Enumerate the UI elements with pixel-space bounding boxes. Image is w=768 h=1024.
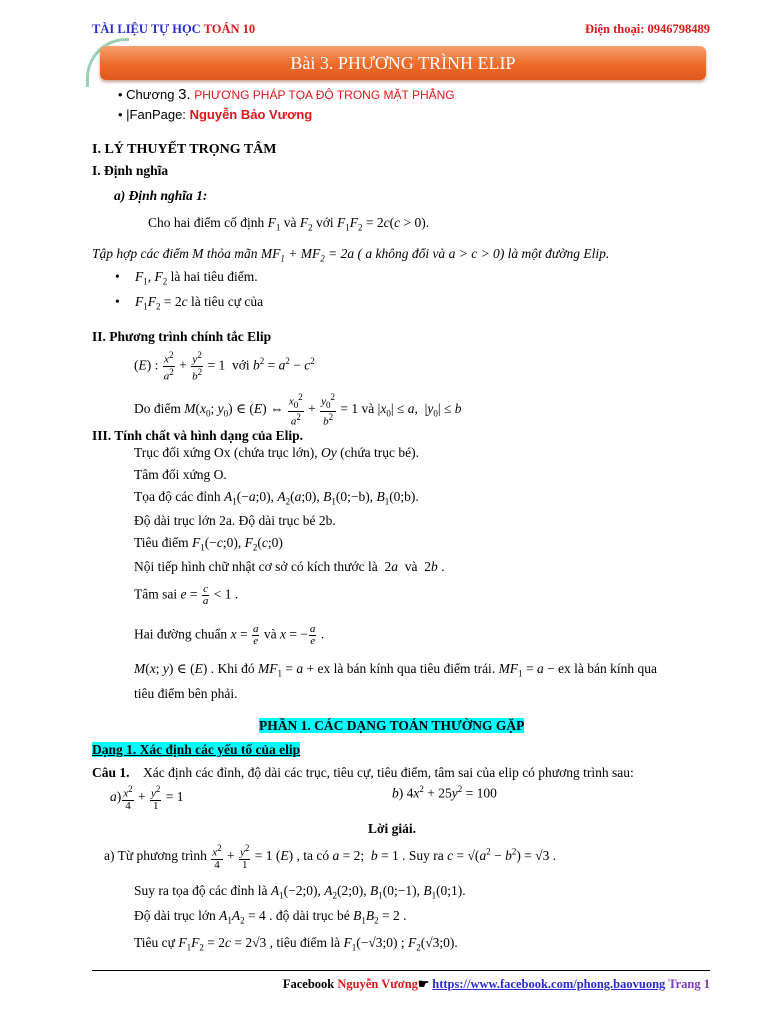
solution-label: Lời giải. xyxy=(368,821,416,836)
point-condition: Do điểm $M(x_0$; $y_0$) ∈ (E) ⇔ $\frac{x_0^2}{a^2}$ + $\frac{y_0^2}{b^2}$ = 1 và $|x_0| \le a$, $|y_0| \le b$ xyxy=(134,392,462,428)
definition-line: Cho hai điểm cố định $F_1$ và $F_2$ với $F_1F_2 = 2c(c > 0)$. xyxy=(148,215,430,233)
property-vertices: Tọa độ các đỉnh $A_1(-a;0)$, $A_2(a;0)$, $B_1(0;-b)$, $B_1(0;b)$. xyxy=(134,489,419,507)
question-1-part-b: b) $4x^2 + 25y^2 = 100$ xyxy=(392,784,497,801)
section-heading-1: I. LÝ THUYẾT TRỌNG TÂM xyxy=(92,142,277,157)
part-heading: PHẦN 1. CÁC DẠNG TOÁN THƯỜNG GẶP xyxy=(259,718,525,733)
property-eccentricity: Tâm sai e = $\frac{c}{a}$ < 1 . xyxy=(134,583,239,607)
solution-a-foci: Tiêu cự $F_1F_2 = 2c = 2√3$ , tiêu điểm là $F_1(-√3;0)$ ; $F_2(√3;0)$. xyxy=(134,935,458,953)
type-heading: Dạng 1. Xác định các yếu tố của elip xyxy=(92,742,301,757)
section-heading-3: III. Tính chất và hình dạng của Elip. xyxy=(92,428,303,443)
solution-a-line1: a) Từ phương trình $\frac{x^2}{4}$ + $\frac{y^2}{1}$ = 1 (E) , ta có a = 2; b = 1 . Suy ra $c = √(a^2 - b^2) = √3$ . xyxy=(104,843,557,871)
property-rectangle: Nội tiếp hình chữ nhật cơ sở có kích thước là 2a và 2b . xyxy=(134,559,445,574)
footer: Facebook Nguyễn Vương☛ https://www.facebook.com/phong.baovuong Trang 1 xyxy=(282,977,710,991)
solution-a-vertices: Suy ra tọa độ các đỉnh là $A_1(-2;0)$, $A_2(2;0)$, $B_1(0;-1)$, $B_1(0;1)$. xyxy=(134,883,466,901)
section-heading-2: II. Phương trình chính tắc Elip xyxy=(92,329,272,344)
property-symmetry-center: Tâm đối xứng O. xyxy=(134,467,227,482)
question-1-part-a: a) $\frac{x^2}{4}$ + $\frac{y^2}{1}$ = 1 xyxy=(110,784,184,812)
definition-label: a) Định nghĩa 1: xyxy=(114,188,208,203)
header-left: TÀI LIỆU TỰ HỌC TOÁN 10 xyxy=(92,22,256,36)
property-focal-radius-cont: tiêu điểm bên phải. xyxy=(134,686,238,701)
subheading-definition: I. Định nghĩa xyxy=(92,163,169,178)
fanpage-line: • |FanPage: Nguyễn Bảo Vương xyxy=(118,107,313,122)
footer-divider xyxy=(92,970,710,971)
canonical-equation: (E) : $\frac{x^2}{a^2}$ + $\frac{y^2}{b^2}$ = 1 với $b^2 = a^2 - c^2$ xyxy=(134,350,315,383)
question-1: Câu 1. Xác định các đỉnh, độ dài các trục, tiêu cự, tiêu điểm, tâm sai của elip có phương trình sau: xyxy=(92,765,634,780)
header-phone: Điện thoại: 0946798489 xyxy=(585,22,710,36)
bullet-foci: • $F_1$, $F_2$ là hai tiêu điểm. xyxy=(135,269,258,287)
property-symmetry-axes: Trục đối xứng Ox (chứa trục lớn), Oy (chứa trục bé). xyxy=(134,445,420,460)
ellipse-set-line: Tập hợp các điểm M thỏa mãn $MF_1 + MF_2 = 2a$ ( a không đổi và a > c > 0) là một đường Elip. xyxy=(92,246,610,264)
property-focal-radius: M(x; y) ∈ (E) . Khi đó $MF_1 = a$ + ex là bán kính qua tiêu điểm trái. $MF_1 = a$ − ex là bán kính qua xyxy=(134,661,658,679)
property-directrices: Hai đường chuẩn x = $\frac{a}{e}$ và x = − $\frac{a}{e}$ . xyxy=(134,623,325,647)
bullet-focal-length: • $F_1F_2 = 2c$ là tiêu cự của xyxy=(135,294,263,312)
facebook-link[interactable]: https://www.facebook.com/phong.baovuong xyxy=(432,977,666,991)
chapter-line: • Chương 3. PHƯƠNG PHÁP TỌA ĐỘ TRONG MẶT PHẲNG xyxy=(118,86,455,103)
page-title: Bài 3. PHƯƠNG TRÌNH ELIP xyxy=(100,46,706,80)
pointing-hand-icon: ☛ xyxy=(417,977,430,991)
solution-a-axes: Độ dài trục lớn $A_1A_2 = 4$ . độ dài trục bé $B_1B_2 = 2$ . xyxy=(134,908,407,926)
property-axes-length: Độ dài trục lớn 2a. Độ dài trục bé 2b. xyxy=(134,513,336,528)
property-foci: Tiêu điểm $F_1(-c;0)$, $F_2(c;0)$ xyxy=(134,535,283,553)
